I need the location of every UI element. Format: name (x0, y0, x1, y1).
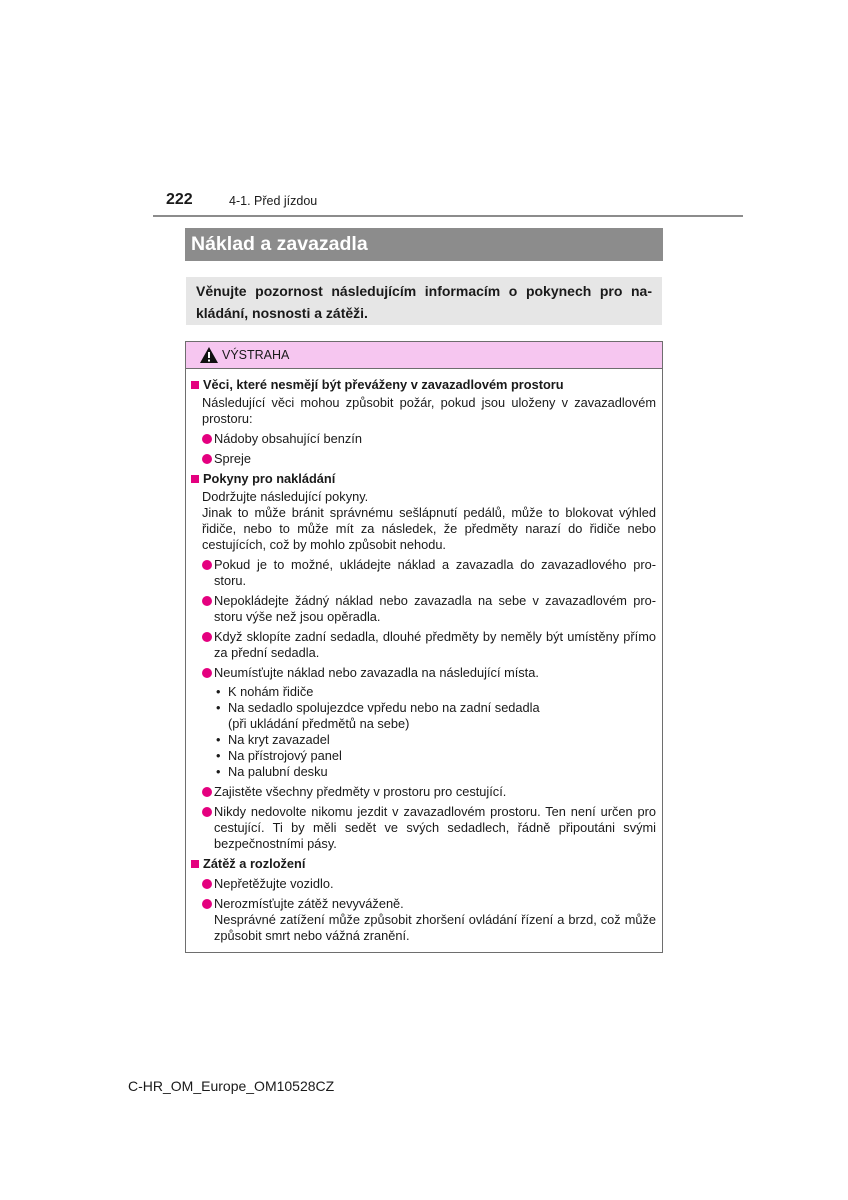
paragraph: Dodržujte následující pokyny. (202, 489, 369, 504)
bullet-text (214, 557, 656, 589)
bullet-line: Nádoby obsahující benzín (214, 431, 362, 446)
bullet-line: Nepřetěžujte vozidlo. (214, 876, 334, 891)
sub-item-text: Na přístrojový panel (228, 748, 342, 763)
page-title: Náklad a zavazadla (185, 228, 663, 261)
bullet-text (214, 896, 656, 944)
sub-item-text: (při ukládání předmětů na sebe) (228, 716, 410, 731)
sub-list (190, 684, 656, 780)
bullet-item (190, 804, 656, 852)
sub-bullet-marker (216, 716, 228, 732)
square-bullet-icon (191, 475, 199, 483)
sub-bullet-marker: • (216, 684, 221, 699)
sub-list-item (216, 764, 656, 780)
bullet-line: Když sklopíte zadní sedadla, dlouhé předměty by neměly být umístěny přímo za přední sedadla. (214, 629, 656, 660)
warning-body (186, 369, 662, 944)
sub-bullet-marker: • (216, 732, 221, 747)
sub-list-item (216, 748, 656, 764)
square-bullet-icon (191, 860, 199, 868)
bullet-text (214, 784, 656, 800)
intro-box (186, 277, 662, 325)
circle-bullet-icon (202, 899, 212, 909)
circle-bullet-icon (202, 434, 212, 444)
bullet-line: Nesprávné zatížení může způsobit zhoršení ovládání řízení a brzd, což může způsobit smrt nebo vážná zranění. (214, 912, 656, 943)
section-heading (190, 377, 656, 393)
warning-box (185, 341, 663, 953)
bullet-line: Nerozmísťujte zátěž nevyváženě. (214, 896, 404, 911)
circle-bullet-icon (202, 807, 212, 817)
sub-bullet-marker: • (216, 764, 221, 779)
section-heading-text: Věci, které nesmějí být převáženy v zavazadlovém prostoru (203, 377, 564, 392)
bullet-line: Nikdy nedovolte nikomu jezdit v zavazadlovém prostoru. Ten není určen pro cestující. Ti by měli sedět ve svých sedadlech, řádně připoutáni svými bezpečnostními pásy. (214, 804, 656, 851)
circle-bullet-icon (202, 596, 212, 606)
circle-bullet-icon (202, 787, 212, 797)
bullet-item (190, 784, 656, 800)
circle-bullet-icon (202, 632, 212, 642)
bullet-text (214, 665, 656, 681)
sub-list-item (216, 684, 656, 700)
bullet-line: Spreje (214, 451, 251, 466)
section-heading-text: Pokyny pro nakládání (203, 471, 336, 486)
bullet-item (190, 876, 656, 892)
warning-header (186, 342, 662, 369)
section-paragraphs (190, 395, 656, 427)
paragraph: Jinak to může bránit správnému sešlápnutí pedálů, může to blokovat výhled řidiče, nebo to může mít za následek, že předměty narazí do řidiče nebo cestujících, což by mohlo způsobit nehodu. (202, 505, 656, 552)
sub-item-text: Na kryt zavazadel (228, 732, 330, 747)
bullet-line: Pokud je to možné, ukládejte náklad a zavazadla do zavazadlového pro-storu. (214, 557, 656, 588)
bullet-item (190, 593, 656, 625)
warning-label: VÝSTRAHA (222, 348, 290, 362)
bullet-text (214, 451, 656, 467)
bullet-line: Neumísťujte náklad nebo zavazadla na následující místa. (214, 665, 539, 680)
section-heading (190, 856, 656, 872)
circle-bullet-icon (202, 668, 212, 678)
intro-text: Věnujte pozornost následujícím informacím o pokynech pro na-kládání, nosnosti a zátěži. (196, 283, 652, 321)
document-code: C-HR_OM_Europe_OM10528CZ (128, 1078, 335, 1094)
sub-bullet-marker: • (216, 700, 221, 715)
section-reference: 4-1. Před jízdou (229, 194, 318, 208)
bullet-text (214, 804, 656, 852)
bullet-item (190, 557, 656, 589)
bullet-item (190, 431, 656, 447)
paragraph: Následující věci mohou způsobit požár, pokud jsou uloženy v zavazadlovém prostoru: (202, 395, 656, 426)
circle-bullet-icon (202, 879, 212, 889)
circle-bullet-icon (202, 454, 212, 464)
sub-list-item (216, 716, 656, 732)
sub-item-text: K nohám řidiče (228, 684, 314, 699)
sub-item-text: Na sedadlo spolujezdce vpředu nebo na zadní sedadla (228, 700, 540, 715)
sub-item-text: Na palubní desku (228, 764, 328, 779)
sub-list-item (216, 700, 656, 716)
bullet-item (190, 896, 656, 944)
sub-bullet-marker: • (216, 748, 221, 763)
bullet-line: Nepokládejte žádný náklad nebo zavazadla na sebe v zavazadlovém pro-storu výše než jsou opěradla. (214, 593, 656, 624)
page-header (0, 191, 848, 221)
bullet-text (214, 876, 656, 892)
square-bullet-icon (191, 381, 199, 389)
section-heading-text: Zátěž a rozložení (203, 856, 306, 871)
section-paragraphs (190, 489, 656, 553)
sub-list-item (216, 732, 656, 748)
bullet-item (190, 665, 656, 681)
section-heading (190, 471, 656, 487)
bullet-line: Zajistěte všechny předměty v prostoru pro cestující. (214, 784, 507, 799)
bullet-text (214, 629, 656, 661)
bullet-text (214, 431, 656, 447)
header-divider (153, 215, 743, 217)
warning-triangle-icon (199, 346, 219, 364)
circle-bullet-icon (202, 560, 212, 570)
bullet-item (190, 451, 656, 467)
bullet-item (190, 629, 656, 661)
bullet-text (214, 593, 656, 625)
page-number: 222 (166, 191, 193, 208)
